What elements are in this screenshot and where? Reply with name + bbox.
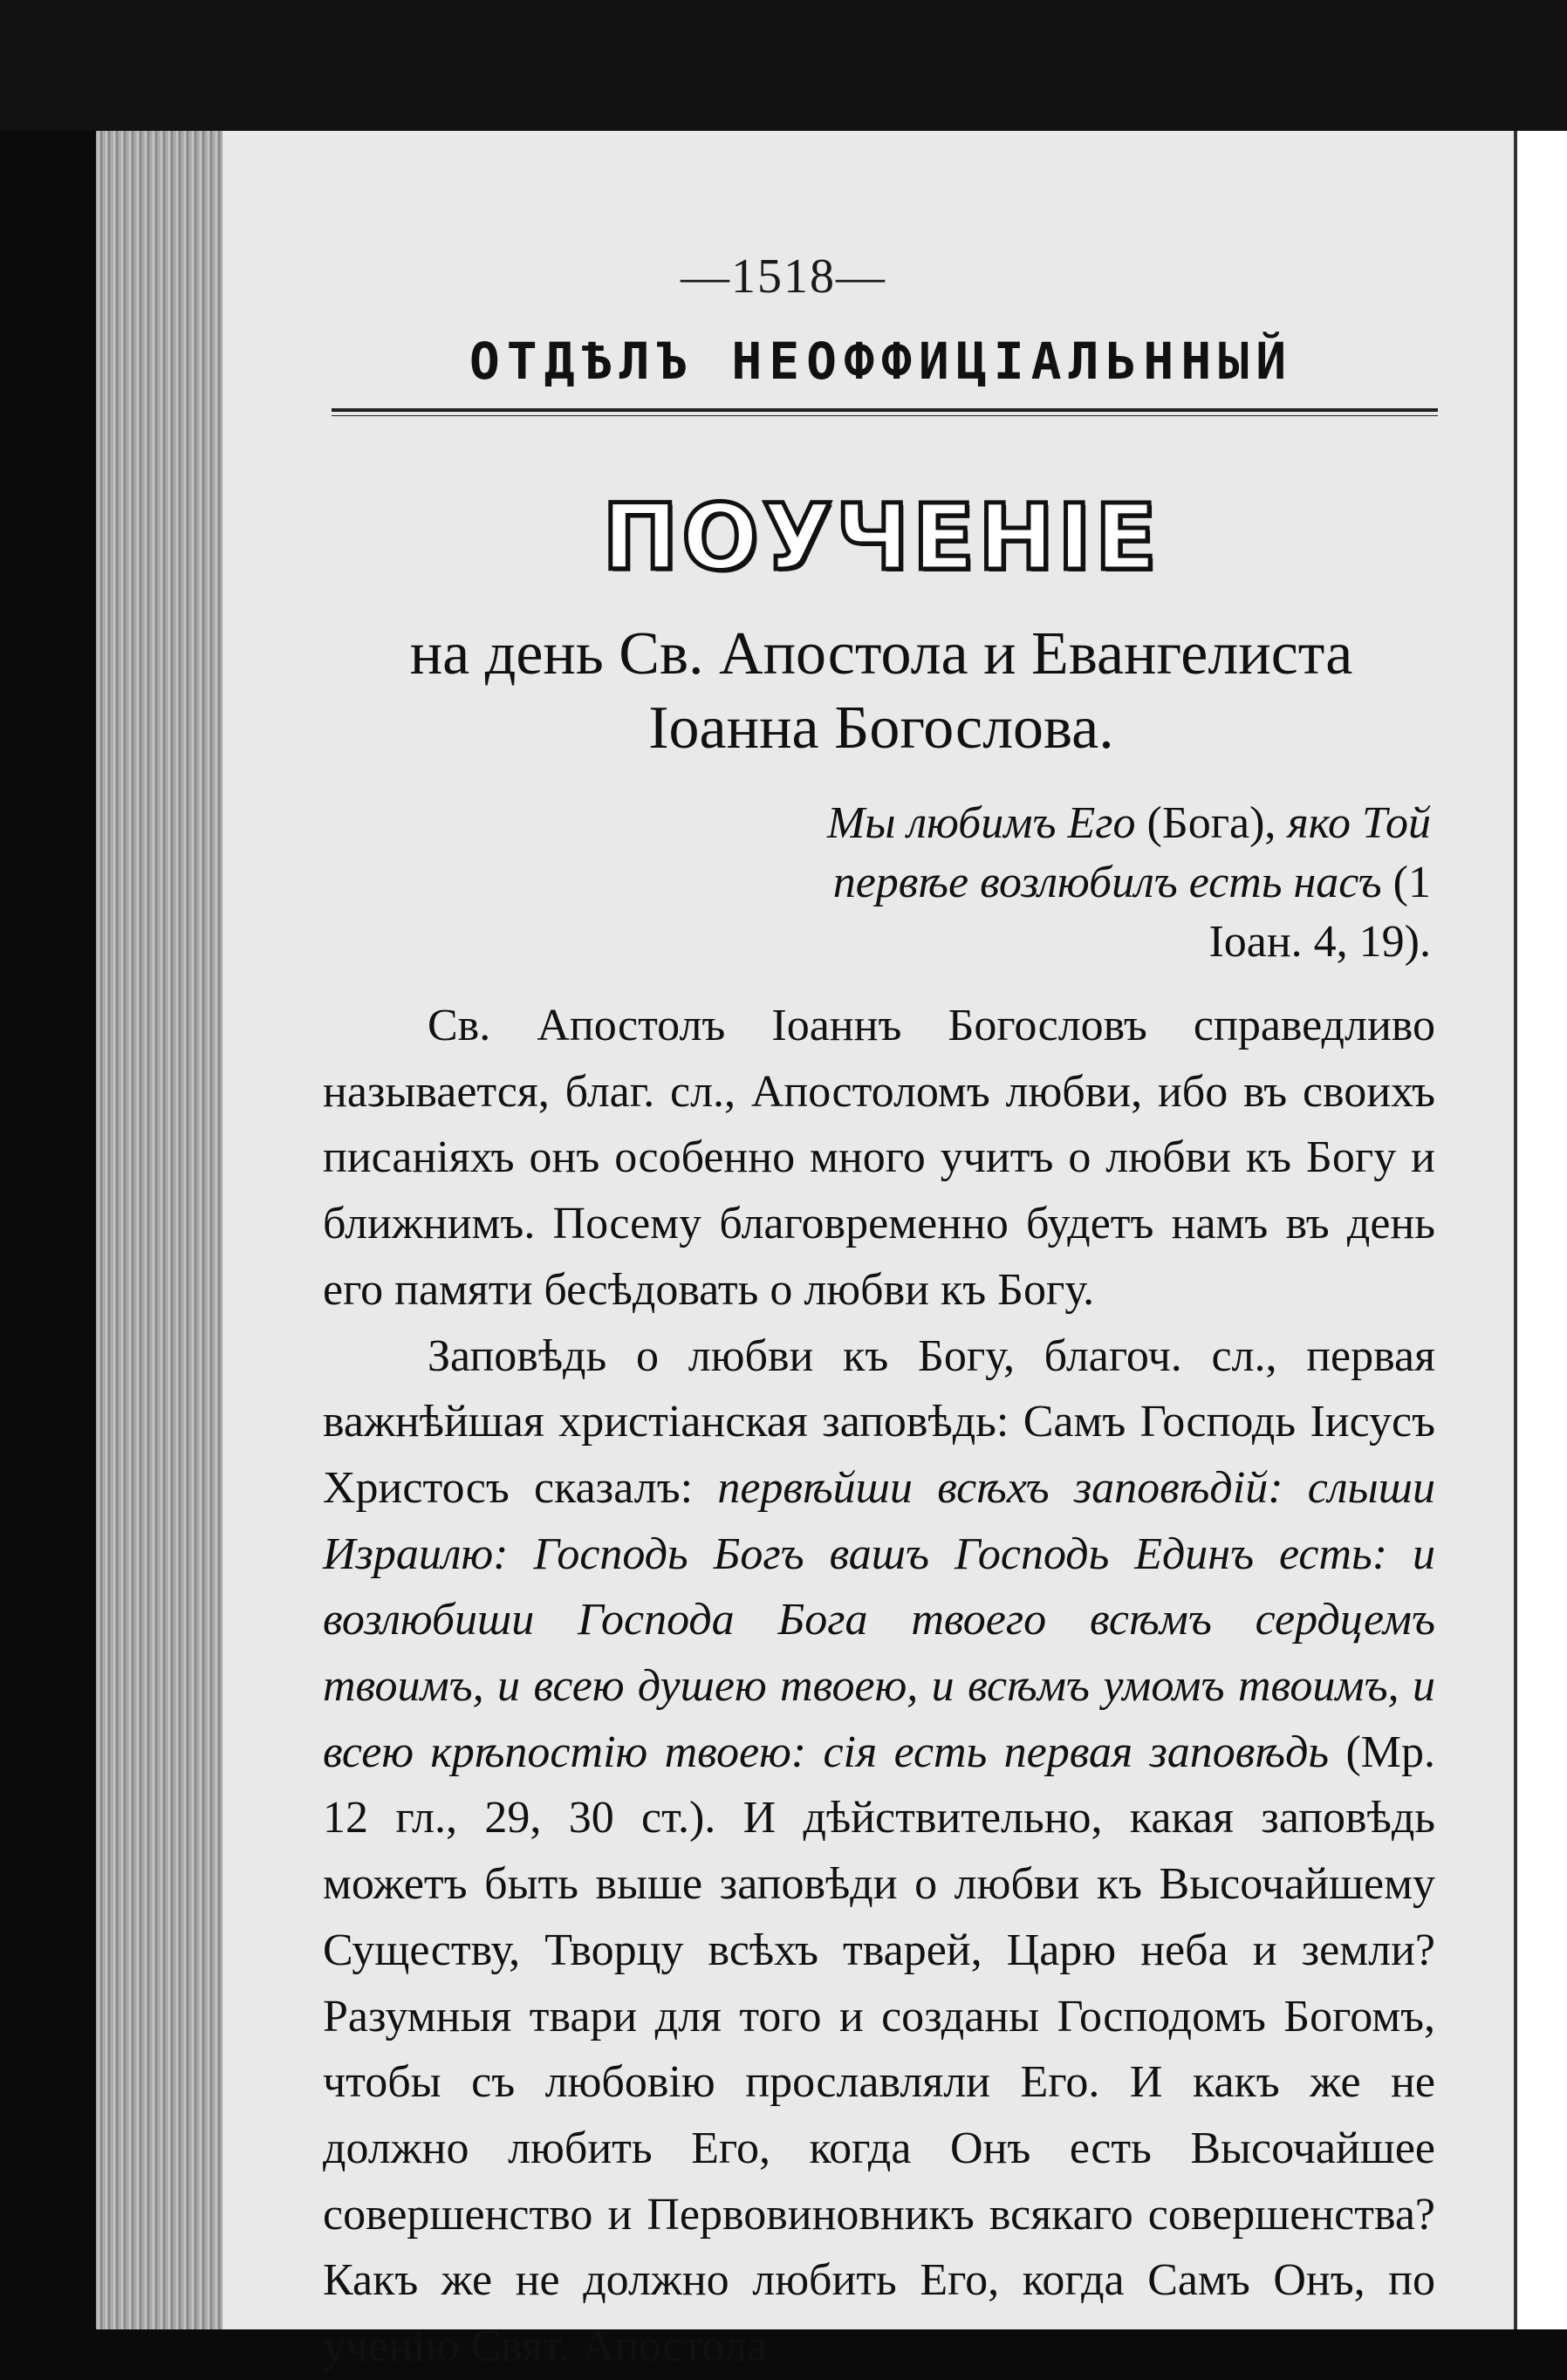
epigraph-quote-2: яко Той первѣе возлюбилъ есть насъ [832, 798, 1431, 907]
facing-page-edge [1514, 131, 1567, 2329]
page-number: —1518— [681, 250, 886, 304]
paragraph-2-intro: Заповѣдь о любви къ Богу, благоч. сл., первая важнѣйшая христіанская заповѣдь: Самъ Господь Іисусъ Христосъ сказалъ: [323, 1330, 1435, 1513]
epigraph-paren: (Бога), [1135, 798, 1276, 848]
sermon-body [323, 993, 1435, 2380]
subtitle-line-2: Іоанна Богослова. [648, 694, 1114, 762]
sermon-heading: ПОУЧЕНІЕ [602, 484, 1160, 591]
paragraph-2 [323, 1323, 1435, 2380]
paragraph-2-rest: (Мр. 12 гл., 29, 30 ст.). И дѣйствительно, какая заповѣдь можетъ быть выше заповѣди о любви къ Высочайшему Существу, Творцу всѣхъ тварей, Царю неба и земли? Разумныя твари для того и созданы Господомъ Богомъ, чтобы съ любовію прославляли Его. И какъ же не должно любить Его, когда Онъ есть Высочайшее совершенство и Первовиновникъ всякаго совершенства? Какъ же не должно любить Его, когда Самъ Онъ, по ученію Свят. Апостола [323, 1727, 1435, 2372]
section-title: ОТДѢЛЪ НЕОФФИЦІАЛЬННЫЙ [469, 332, 1294, 391]
subtitle-line-1: на день Св. Апостола и Евангелиста [409, 620, 1353, 687]
epigraph-quote: Мы любимъ Его [826, 798, 1136, 848]
epigraph [803, 794, 1431, 972]
scan-background [0, 0, 1567, 131]
header-rule [332, 408, 1438, 416]
book-page-edges [96, 131, 227, 2329]
paragraph-1: Св. Апостолъ Іоаннъ Богословъ справедливо называется, благ. сл., Апостоломъ любви, ибо въ своихъ писаніяхъ онъ особенно много учитъ о любви къ Богу и ближнимъ. Посему благовременно будетъ намъ въ день его памяти бесѣдовать о любви къ Богу. [323, 1001, 1435, 1315]
epigraph-reference: (1 Іоан. 4, 19). [1208, 858, 1431, 967]
scripture-quote: первѣйши всѣхъ заповѣдій: слыши Израилю: Господь Богъ вашъ Господь Единъ есть: и возлюбиши Господа Бога твоего всѣмъ сердцемъ твоимъ, и всею душею твоею, и всѣмъ умомъ твоимъ, и всею крѣпостію твоею: сія есть первая заповѣдь [323, 1462, 1436, 1777]
